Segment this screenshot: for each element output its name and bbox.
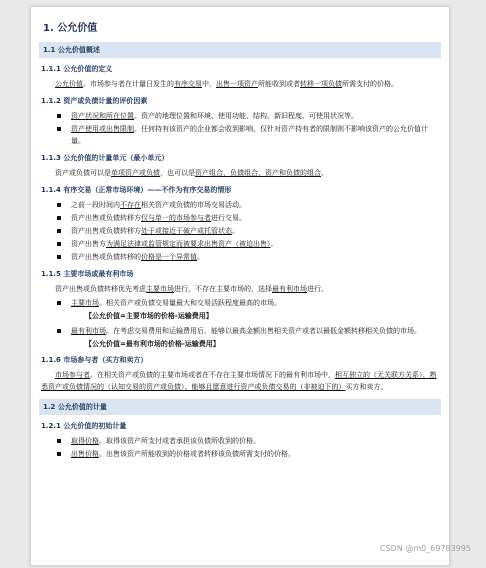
heading-1-1-5: 1.1.5 主要市场或最有利市场 <box>41 270 134 278</box>
list-item <box>57 199 441 211</box>
list-item <box>57 435 441 447</box>
heading-1-1-4: 1.1.4 有序交易（正常市场环境）——不作为有序交易的情形 <box>41 186 232 194</box>
text-span: 。市场参与者在计量日发生的 <box>83 80 174 88</box>
text-span: 买方和卖方。 <box>345 383 388 391</box>
term-span: 单项资产或负债 <box>111 169 160 177</box>
formula-most-advantageous-market: 【公允价值=最有利市场的价格-运输费用】 <box>85 340 220 348</box>
bullet-icon <box>57 242 61 246</box>
bullet-list-evaluation-factors <box>39 110 441 147</box>
list-item <box>57 238 441 250</box>
bullet-icon <box>57 127 61 131</box>
text-span: 。 <box>321 169 328 177</box>
text-span: 。取得该资产所支付或者承担该负债所收到的价格。 <box>99 437 260 445</box>
text-span: 进行交易。 <box>211 214 246 222</box>
text-span: 进行，不存在主要市场的，选择 <box>174 285 272 293</box>
bullet-icon <box>57 216 61 220</box>
term-sell-asset: 出售一项资产 <box>216 80 258 88</box>
list-item <box>57 297 441 309</box>
text-span: 资产出售方 <box>71 240 106 248</box>
bullet-list-markets-2 <box>39 325 441 337</box>
term-span: 相互独立的（无关联方关系）、熟悉资产或负债情况的（认知交易的资产或负债）、能够且愿意进行资产或负债交易的（非被迫下的） <box>41 371 437 391</box>
list-item <box>57 225 441 237</box>
term-orderly-transaction: 有序交易 <box>174 80 202 88</box>
heading-1-2-1: 1.2.1 公允价值的初始计量 <box>41 422 127 430</box>
term-span: 主要市场 <box>71 299 99 307</box>
bullet-icon <box>57 452 61 456</box>
text-span: 所需支付的价格。 <box>342 80 398 88</box>
text-span: 。相关资产或负债交易量最大和交易活跃程度最高的市场。 <box>99 299 281 307</box>
text-span: 。任何持有该资产的企业都会收到影响，仅针对资产持有者的限制则不影响该资产的公允价值计量。 <box>71 125 428 145</box>
heading-1-1-6: 1.1.6 市场参与者（买方和卖方） <box>41 356 148 364</box>
list-item <box>57 110 441 122</box>
text-span: 中， <box>202 80 216 88</box>
list-item <box>57 251 441 263</box>
text-span: 资产出售或负债转移方 <box>71 227 141 235</box>
chapter-title: 1. 公允价值 <box>43 23 98 34</box>
text-span: ，也可以是 <box>160 169 195 177</box>
paragraph-fair-value-definition <box>41 78 441 90</box>
text-span: 资产出售或负债转移优先考虑 <box>55 285 146 293</box>
text-span: 资产出售或负债转移的 <box>71 253 141 261</box>
term-span: 价格是一个异常值 <box>141 253 197 261</box>
section-bar-1-2: 1.2 公允价值的计量 <box>39 399 441 415</box>
text-span: 所能收到或者 <box>258 80 300 88</box>
text-span: 。 <box>270 240 278 248</box>
text-span: 进行。 <box>307 285 328 293</box>
term-fair-value: 公允价值 <box>55 80 83 88</box>
term-transfer-liability: 转移一项负债 <box>300 80 342 88</box>
heading-1-1-3: 1.1.3 公允价值的计量单元（最小单元） <box>41 154 169 162</box>
bullet-icon <box>57 229 61 233</box>
bullet-icon <box>57 439 61 443</box>
watermark: CSDN @m0_69783995 <box>380 544 471 553</box>
text-span: 。在考虑交易费用和运输费用后，能够以最高金额出售相关资产或者以最低金额转移相关负债的市场。 <box>106 327 421 335</box>
bullet-list-initial-measurement <box>39 435 441 460</box>
term-span: 为满足法律或监管规定而被要求出售资产（被迫出售） <box>106 240 271 248</box>
term-span: 资产状况和所在位置 <box>71 112 134 120</box>
bullet-icon <box>57 255 61 259</box>
bullet-icon <box>57 203 61 207</box>
text-span: 。 <box>197 253 204 261</box>
bullet-list-orderly-transaction <box>39 199 441 263</box>
list-item <box>57 448 441 460</box>
paragraph-market-participants <box>41 369 441 393</box>
heading-1-1-2: 1.1.2 资产或负债计量的评价因素 <box>41 97 148 105</box>
term-span: 主要市场 <box>146 285 174 293</box>
text-span: 。在相关资产或负债的主要市场或者在不存在主要市场情况下的最有利市场中， <box>90 371 335 379</box>
term-span: 资产组合、负债组合、资产和负债的组合 <box>195 169 321 177</box>
list-item <box>57 325 441 337</box>
heading-1-1-1: 1.1.1 公允价值的定义 <box>41 65 113 73</box>
term-span: 最有利市场 <box>272 285 307 293</box>
text-span: 。 <box>232 227 239 235</box>
text-span: 资产出售或负债转移方 <box>71 214 141 222</box>
bullet-icon <box>57 301 61 305</box>
term-span: 处于或接近于破产或托管状态 <box>141 227 232 235</box>
bullet-list-markets <box>39 297 441 309</box>
list-item <box>57 212 441 224</box>
text-span: 之前一段时间内 <box>71 201 120 209</box>
list-item <box>57 123 441 147</box>
document-page <box>30 6 450 566</box>
bullet-icon <box>57 114 61 118</box>
term-span: 资产使用或出售限制 <box>71 125 134 133</box>
paragraph-unit-of-account <box>41 167 441 179</box>
term-span: 出售价格 <box>71 450 99 458</box>
paragraph-principal-market <box>41 283 441 295</box>
term-span: 市场参与者 <box>55 371 90 379</box>
text-span: 资产或负债可以是 <box>55 169 111 177</box>
term-span: 仅与单一的市场参与者 <box>141 214 211 222</box>
bullet-icon <box>57 329 61 333</box>
term-span: 最有利市场 <box>71 327 106 335</box>
section-bar-1-1: 1.1 公允价值概述 <box>39 42 441 58</box>
text-span: 。出售该资产所能收到的价格或者转移该负债所需支付的价格。 <box>99 450 295 458</box>
term-span: 取得价格 <box>71 437 99 445</box>
term-span: 不存在 <box>120 201 141 209</box>
text-span: 相关资产或负债的市场交易活动。 <box>141 201 246 209</box>
formula-principal-market: 【公允价值=主要市场的价格-运输费用】 <box>85 312 213 320</box>
text-span: 。资产的地理位置和环境、使用功能、结构、新旧程度、可使用状况等。 <box>134 112 358 120</box>
